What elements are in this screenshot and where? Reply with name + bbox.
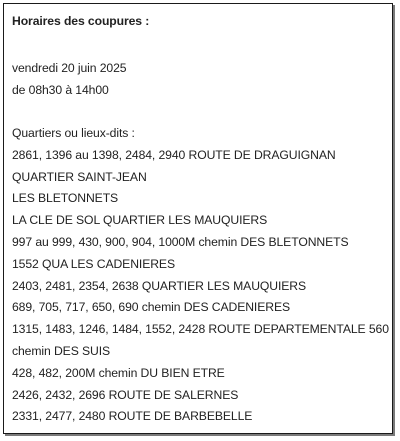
outage-date: vendredi 20 juin 2025: [12, 61, 127, 75]
location-item: chemin DES SUIS: [12, 343, 111, 358]
spacer: [12, 101, 388, 123]
locations-label: Quartiers ou lieux-dits :: [12, 126, 135, 140]
location-item: 2426, 2432, 2696 ROUTE DE SALERNES: [12, 387, 239, 402]
outage-time: de 08h30 à 14h00: [12, 83, 109, 97]
locations-list: [12, 145, 388, 428]
location-item: LA CLE DE SOL QUARTIER LES MAUQUIERS: [12, 213, 268, 228]
spacer: [12, 30, 388, 57]
location-item: 2403, 2481, 2354, 2638 QUARTIER LES MAUQUIERS: [12, 278, 307, 293]
location-item: LES BLETONNETS: [12, 191, 119, 206]
notice-title: Horaires des coupures :: [12, 14, 150, 28]
location-item: 2331, 2477, 2480 ROUTE DE BARBEBELLE: [12, 409, 253, 424]
outage-notice-panel: [3, 3, 393, 434]
location-item: 1552 QUA LES CADENIERES: [12, 256, 175, 271]
location-item: 1315, 1483, 1246, 1484, 1552, 2428 ROUTE DEPARTEMENTALE 560: [12, 322, 389, 337]
location-item: 2861, 1396 au 1398, 2484, 2940 ROUTE DE DRAGUIGNAN: [12, 147, 336, 162]
location-item: QUARTIER SAINT-JEAN: [12, 169, 147, 184]
schedule-block: [12, 57, 388, 101]
location-item: 689, 705, 717, 650, 690 chemin DES CADENIERES: [12, 300, 291, 315]
notice-content: [12, 12, 388, 428]
location-item: 997 au 999, 430, 900, 904, 1000M chemin DES BLETONNETS: [12, 234, 349, 249]
location-item: 428, 482, 200M chemin DU BIEN ETRE: [12, 365, 225, 380]
